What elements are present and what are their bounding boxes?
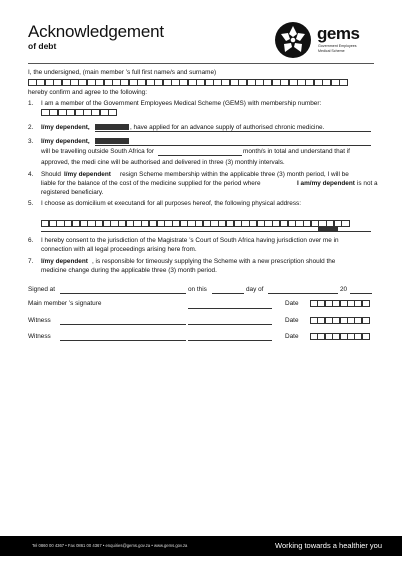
item-4-am-dependent: I am/my dependent: [297, 180, 355, 187]
date-label-2: Date: [285, 317, 299, 324]
item-4-registered: registered beneficiary.: [41, 189, 104, 196]
input-box[interactable]: [362, 300, 370, 307]
day-line[interactable]: [212, 293, 244, 294]
year-label: 20: [340, 286, 348, 293]
month-line[interactable]: [268, 293, 338, 294]
dependent-name-line[interactable]: [95, 131, 371, 132]
date-boxes-3[interactable]: [310, 333, 369, 340]
date-boxes-2[interactable]: [310, 317, 369, 324]
witness-2-name-line[interactable]: [60, 340, 186, 341]
item-2-dependent: I/my dependent,: [41, 124, 90, 131]
confirm-text: hereby confirm and agree to the following:: [28, 89, 148, 96]
item-4-text: resign Scheme membership within the applicable three (3) month period, I will be: [120, 171, 349, 178]
item-7-dependent: I/my dependent: [41, 258, 88, 265]
intro-text: I, the undersigned, (main member ’s full first name/s and surname): [28, 69, 217, 76]
months-line[interactable]: [158, 155, 242, 156]
header-divider: [28, 63, 374, 64]
day-of-label: day of: [246, 286, 264, 293]
item-3-number: 3.: [28, 138, 34, 145]
item-4-dependent: I/my dependent: [64, 171, 111, 178]
item-6-text: I hereby consent to the jurisdiction of the Magistrate ’s Court of South Africa having jurisdiction over me in: [41, 237, 339, 244]
item-6-text-2: connection with all legal proceedings arising here from.: [41, 246, 197, 253]
address-boxes[interactable]: [41, 220, 349, 227]
input-box[interactable]: [341, 220, 349, 227]
item-3-months-text: month/s in total and understand that if: [243, 148, 350, 155]
item-3-approved-text: approved, the medi cine will be authorised and delivered in three (3) monthly intervals.: [41, 159, 285, 166]
year-line[interactable]: [350, 293, 372, 294]
item-5-number: 5.: [28, 200, 34, 207]
logo-wordmark: gems: [317, 24, 360, 43]
witness-2-label: Witness: [28, 333, 51, 340]
input-box[interactable]: [108, 109, 117, 116]
item-4-is-not: is not a: [357, 180, 378, 187]
witness-1-signature-line[interactable]: [188, 324, 272, 325]
redacted-name: [95, 124, 129, 130]
signed-at-line[interactable]: [60, 293, 186, 294]
signed-at-label: Signed at: [28, 286, 56, 293]
gems-logo-icon: [272, 20, 314, 60]
input-box[interactable]: [362, 317, 370, 324]
on-this-label: on this: [188, 286, 207, 293]
date-boxes-1[interactable]: [310, 300, 369, 307]
date-label-1: Date: [285, 300, 299, 307]
item-3-travel-text: will be travelling outside South Africa for: [41, 148, 154, 155]
footer-contact: Tel 0860 00 4367 • Fax 0861 00 4367 • enquiries@gems.gov.za • www.gems.gov.za: [32, 543, 188, 548]
item-7-text-2: medicine change during the applicable three (3) month period.: [41, 267, 217, 274]
logo-subtext: [318, 44, 357, 53]
item-1-text: I am a member of the Government Employees Medical Scheme (GEMS) with membership number:: [41, 100, 322, 107]
main-signature-line[interactable]: [188, 308, 272, 309]
address-line[interactable]: [41, 231, 371, 232]
main-signature-label: Main member ’s signature: [28, 300, 102, 307]
item-7-text: , is responsible for timeously supplying the Scheme with a new prescription should the: [92, 258, 336, 265]
item-3-dependent: I/my dependent,: [41, 138, 90, 145]
input-box[interactable]: [362, 333, 370, 340]
item-5-text: I choose as domicilium et executandi for all purposes hereof, the following physical address:: [41, 200, 302, 207]
page-title: Acknowledgement: [28, 22, 164, 41]
item-4-should: Should: [41, 171, 61, 178]
item-7-number: 7.: [28, 258, 34, 265]
name-boxes[interactable]: [28, 79, 347, 86]
date-label-3: Date: [285, 333, 299, 340]
witness-1-label: Witness: [28, 317, 51, 324]
item-2-text: , have applied for an advance supply of authorised chronic medicine.: [130, 124, 325, 131]
item-6-number: 6.: [28, 237, 34, 244]
page-subtitle: of debt: [28, 41, 57, 51]
item-1-number: 1.: [28, 100, 34, 107]
item-2-number: 2.: [28, 124, 34, 131]
item-4-liable: liable for the balance of the cost of the medicine supplied for the period where: [41, 180, 261, 187]
logo-sub-line1: Government Employees: [318, 44, 357, 48]
logo-sub-line2: Medical Scheme: [318, 48, 345, 53]
redacted-name: [95, 138, 129, 144]
footer-tagline: Working towards a healthier you: [275, 541, 382, 550]
membership-number-boxes[interactable]: [41, 109, 117, 116]
input-box[interactable]: [339, 79, 348, 86]
dependent-name-line-2[interactable]: [95, 145, 371, 146]
item-4-number: 4.: [28, 171, 34, 178]
witness-1-name-line[interactable]: [60, 324, 186, 325]
witness-2-signature-line[interactable]: [188, 340, 272, 341]
